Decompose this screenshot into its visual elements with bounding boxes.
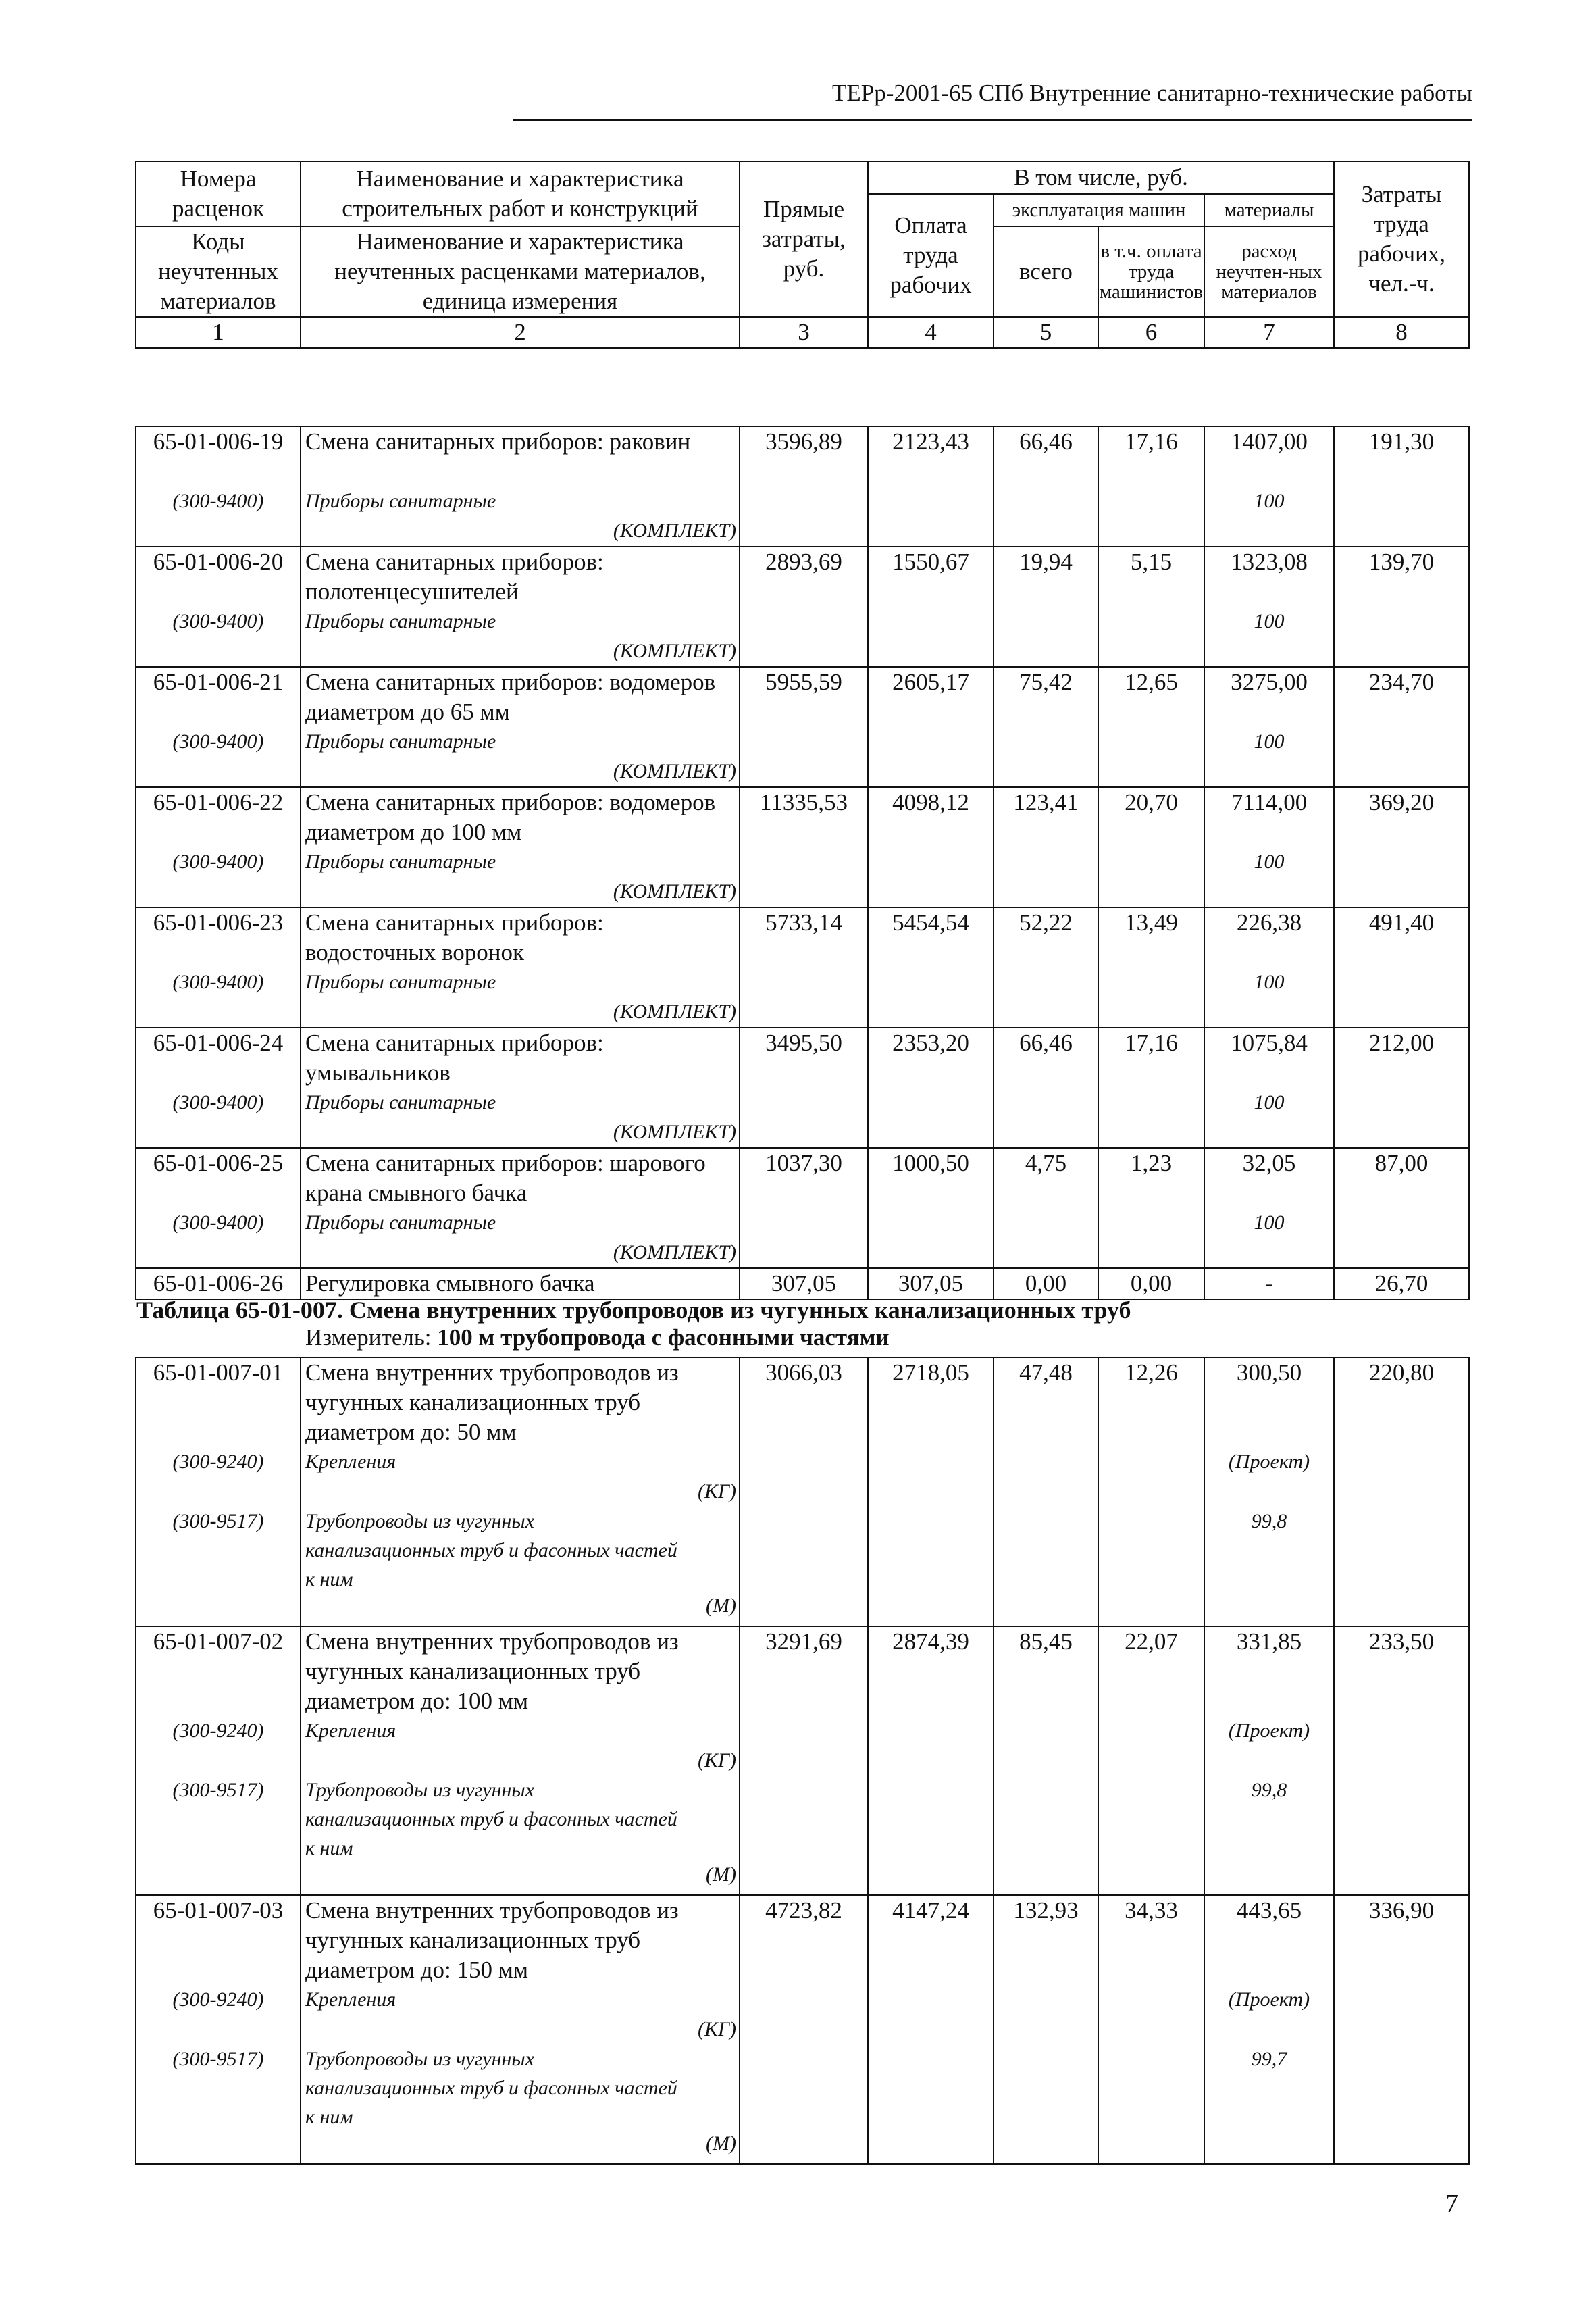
labor-cost: 2605,17 [868,667,994,787]
hdr-col7: расход неучтен-ных материалов [1204,226,1334,317]
direct-cost: 2893,69 [740,547,868,667]
material-qty: 100 [1254,730,1285,753]
material-name: Приборы санитарные [305,490,496,512]
material-qty-1: (Проект) [1228,1451,1310,1473]
material-unit: (КОМПЛЕКТ) [613,520,736,542]
operators-cost: 12,65 [1098,667,1204,787]
material-code-2: (300-9517) [172,1510,264,1532]
material-unit: (КОМПЛЕКТ) [613,760,736,782]
hdr-col2-top: Наименование и характеристика строительных работ и конструкций [301,161,740,226]
material-code-2: (300-9517) [172,1779,264,1801]
work-name-cell [301,1028,740,1148]
rate-code: 65-01-007-01 [153,1359,284,1386]
material-code-2: (300-9517) [172,2048,264,2070]
hdr-group: В том числе, руб. [868,161,1334,194]
rate-code-cell [136,426,301,547]
table-row [136,1268,1469,1299]
machines-cost: 132,93 [994,1895,1098,2164]
material-unit: (КОМПЛЕКТ) [613,1001,736,1023]
material-code: (300-9400) [172,971,264,993]
machines-cost: 85,45 [994,1626,1098,1895]
materials-cost: 1075,84 [1231,1030,1308,1056]
direct-cost: 3291,69 [740,1626,868,1895]
material-unit: (КОМПЛЕКТ) [613,1241,736,1263]
hdr-num-5: 5 [994,317,1098,348]
labor-cost: 2718,05 [868,1357,994,1626]
material-name-2: Трубопроводы из чугунных канализационных труб и фасонных частей к ним [305,2048,677,2128]
materials-cost: 300,50 [1236,1359,1302,1386]
labor-hours: 491,40 [1334,907,1469,1028]
materials-cost: 226,38 [1236,909,1302,936]
hdr-machines: эксплуатация машин [994,194,1204,226]
machines-value: 0,00 [994,1268,1098,1299]
rate-code-cell [136,547,301,667]
materials-cost: 443,65 [1236,1897,1302,1923]
hdr-num-3: 3 [740,317,868,348]
operators-cost: 22,07 [1098,1626,1204,1895]
material-code: (300-9400) [172,610,264,632]
rate-code-cell [136,1626,301,1895]
direct-value: 307,05 [740,1268,868,1299]
rate-code-cell [136,1148,301,1268]
rate-code-cell [136,667,301,787]
work-name: Смена санитарных приборов: водомеров диаметром до 100 мм [305,789,716,845]
materials-cell [1204,1626,1334,1895]
hdr-num-6: 6 [1098,317,1204,348]
material-name: Приборы санитарные [305,1091,496,1113]
materials-cell [1204,426,1334,547]
work-name: Смена внутренних трубопроводов из чугунных канализационных труб диаметром до: 150 мм [305,1897,679,1983]
material-unit-1: (КГ) [698,2018,736,2040]
material-name-2: Трубопроводы из чугунных канализационных труб и фасонных частей к ним [305,1779,677,1859]
rate-code-cell [136,1357,301,1626]
materials-cost: 331,85 [1236,1628,1302,1655]
rate-code: 65-01-006-24 [153,1030,284,1056]
labor-cost: 4098,12 [868,787,994,907]
table-row [136,907,1469,1028]
material-qty-2: 99,7 [1251,2048,1287,2070]
header-rule [513,119,1472,121]
table-row [136,1148,1469,1268]
work-name: Смена санитарных приборов: водомеров диаметром до 65 мм [305,669,716,725]
column-header-table [135,161,1470,349]
labor-hours: 87,00 [1334,1148,1469,1268]
material-unit: (КОМПЛЕКТ) [613,1121,736,1143]
hdr-num-1: 1 [136,317,301,348]
work-name: Смена санитарных приборов: шарового крана смывного бачка [305,1150,706,1206]
material-qty: 100 [1254,971,1285,993]
labor-cost: 2123,43 [868,426,994,547]
material-qty: 100 [1254,1091,1285,1113]
hdr-col1-bottom: Коды неучтенных материалов [136,226,301,317]
operators-cost: 13,49 [1098,907,1204,1028]
meter-label: Измеритель: [305,1324,432,1351]
work-name-cell [301,426,740,547]
machines-cost: 75,42 [994,667,1098,787]
work-name-cell [301,907,740,1028]
materials-value: - [1204,1268,1334,1299]
materials-cost: 3275,00 [1231,669,1308,695]
operators-cost: 1,23 [1098,1148,1204,1268]
material-qty: 100 [1254,490,1285,512]
labor-hours: 212,00 [1334,1028,1469,1148]
work-name-cell [301,1626,740,1895]
work-name-cell [301,547,740,667]
direct-cost: 3066,03 [740,1357,868,1626]
material-unit-2: (М) [706,2132,736,2155]
material-qty-1: (Проект) [1228,1988,1310,2011]
labor-cost: 2353,20 [868,1028,994,1148]
table-row [136,1895,1469,2164]
hdr-col3: Прямые затраты, руб. [740,161,868,317]
materials-cost: 1323,08 [1231,549,1308,575]
rates-table-006 [135,426,1470,1300]
table-row [136,667,1469,787]
rates-table-007 [135,1357,1470,2165]
material-name: Приборы санитарные [305,730,496,753]
operators-cost: 17,16 [1098,1028,1204,1148]
work-name-cell [301,1895,740,2164]
rate-code-cell [136,907,301,1028]
material-code: (300-9400) [172,851,264,873]
work-name: Смена санитарных приборов: раковин [305,428,691,455]
materials-cost: 32,05 [1242,1150,1296,1176]
direct-cost: 11335,53 [740,787,868,907]
material-unit-2: (М) [706,1594,736,1617]
labor-cost: 2874,39 [868,1626,994,1895]
rate-code: 65-01-006-21 [153,669,284,695]
direct-cost: 1037,30 [740,1148,868,1268]
operators-value: 0,00 [1098,1268,1204,1299]
material-name: Приборы санитарные [305,971,496,993]
hdr-col8: Затраты труда рабочих, чел.-ч. [1334,161,1469,317]
material-name-2: Трубопроводы из чугунных канализационных труб и фасонных частей к ним [305,1510,677,1590]
hdr-num-4: 4 [868,317,994,348]
material-qty-2: 99,8 [1251,1779,1287,1801]
direct-cost: 3596,89 [740,426,868,547]
table-007-meter [305,1324,890,1351]
materials-cell [1204,1895,1334,2164]
material-qty: 100 [1254,610,1285,632]
machines-cost: 123,41 [994,787,1098,907]
machines-cost: 47,48 [994,1357,1098,1626]
labor-cost: 4147,24 [868,1895,994,2164]
labor-cost: 1550,67 [868,547,994,667]
work-name: Регулировка смывного бачка [301,1268,740,1299]
materials-cell [1204,1148,1334,1268]
rate-code: 65-01-006-25 [153,1150,284,1176]
material-code: (300-9400) [172,1211,264,1234]
machines-cost: 66,46 [994,426,1098,547]
direct-cost: 5955,59 [740,667,868,787]
operators-cost: 20,70 [1098,787,1204,907]
labor-hours: 220,80 [1334,1357,1469,1626]
labor-hours: 139,70 [1334,547,1469,667]
operators-cost: 5,15 [1098,547,1204,667]
work-name: Смена внутренних трубопроводов из чугунных канализационных труб диаметром до: 100 мм [305,1628,679,1714]
direct-cost: 4723,82 [740,1895,868,2164]
machines-cost: 19,94 [994,547,1098,667]
operators-cost: 17,16 [1098,426,1204,547]
table-row [136,426,1469,547]
material-name-1: Крепления [305,1451,396,1473]
labor-value: 307,05 [868,1268,994,1299]
material-unit-1: (КГ) [698,1749,736,1771]
rate-code: 65-01-006-20 [153,549,284,575]
labor-hours: 233,50 [1334,1626,1469,1895]
material-code-1: (300-9240) [172,1451,264,1473]
materials-cost: 1407,00 [1231,428,1308,455]
rate-code-cell [136,1028,301,1148]
materials-cell [1204,667,1334,787]
machines-cost: 52,22 [994,907,1098,1028]
materials-cell [1204,1028,1334,1148]
table-row [136,1028,1469,1148]
materials-cell [1204,907,1334,1028]
material-code-1: (300-9240) [172,1988,264,2011]
operators-cost: 34,33 [1098,1895,1204,2164]
material-unit-2: (М) [706,1863,736,1886]
hdr-num-2: 2 [301,317,740,348]
rate-code: 65-01-006-26 [136,1268,301,1299]
material-qty: 100 [1254,851,1285,873]
rate-code-cell [136,787,301,907]
rate-code: 65-01-007-02 [153,1628,284,1655]
hdr-col5: всего [994,226,1098,317]
hdr-col2-bottom: Наименование и характеристика неучтенных расценками материалов, единица измерения [301,226,740,317]
labor-hours: 369,20 [1334,787,1469,907]
table-007-title: Таблица 65-01-007. Смена внутренних трубопроводов из чугунных канализационных труб [136,1297,1131,1324]
hdr-col4: Оплата труда рабочих [868,194,994,317]
hdr-col6: в т.ч. оплата труда машинистов [1098,226,1204,317]
material-unit: (КОМПЛЕКТ) [613,640,736,662]
material-code: (300-9400) [172,1091,264,1113]
materials-cell [1204,787,1334,907]
work-name: Смена санитарных приборов: умывальников [305,1030,604,1086]
rate-code: 65-01-006-19 [153,428,284,455]
rate-code: 65-01-007-03 [153,1897,284,1923]
materials-cell [1204,547,1334,667]
running-header: ТЕРр-2001-65 СПб Внутренние санитарно-технические работы [832,80,1472,106]
table-row [136,1626,1469,1895]
material-code: (300-9400) [172,730,264,753]
direct-cost: 5733,14 [740,907,868,1028]
rate-code: 65-01-006-23 [153,909,284,936]
material-name: Приборы санитарные [305,851,496,873]
machines-cost: 66,46 [994,1028,1098,1148]
material-code: (300-9400) [172,490,264,512]
work-name: Смена внутренних трубопроводов из чугунных канализационных труб диаметром до: 50 мм [305,1359,679,1445]
hdr-num-8: 8 [1334,317,1469,348]
work-name: Смена санитарных приборов: полотенцесушителей [305,549,604,605]
material-qty-1: (Проект) [1228,1719,1310,1742]
work-name-cell [301,787,740,907]
material-name-1: Крепления [305,1988,396,2011]
material-qty-2: 99,8 [1251,1510,1287,1532]
table-row [136,547,1469,667]
meter-value: 100 м трубопровода с фасонными частями [437,1324,890,1351]
direct-cost: 3495,50 [740,1028,868,1148]
material-unit-1: (КГ) [698,1480,736,1503]
material-name: Приборы санитарные [305,1211,496,1234]
labor-cost: 1000,50 [868,1148,994,1268]
rate-code: 65-01-006-22 [153,789,284,815]
labor-hours: 336,90 [1334,1895,1469,2164]
hdr-num-7: 7 [1204,317,1334,348]
hdr-materials: материалы [1204,194,1334,226]
hours-value: 26,70 [1334,1268,1469,1299]
work-name-cell [301,1357,740,1626]
materials-cost: 7114,00 [1231,789,1308,815]
page-number: 7 [1445,2190,1458,2218]
labor-hours: 191,30 [1334,426,1469,547]
work-name: Смена санитарных приборов: водосточных воронок [305,909,604,965]
table-row [136,1357,1469,1626]
material-name: Приборы санитарные [305,610,496,632]
operators-cost: 12,26 [1098,1357,1204,1626]
material-unit: (КОМПЛЕКТ) [613,880,736,903]
machines-cost: 4,75 [994,1148,1098,1268]
work-name-cell [301,1148,740,1268]
labor-hours: 234,70 [1334,667,1469,787]
table-row [136,787,1469,907]
labor-cost: 5454,54 [868,907,994,1028]
materials-cell [1204,1357,1334,1626]
material-code-1: (300-9240) [172,1719,264,1742]
work-name-cell [301,667,740,787]
material-qty: 100 [1254,1211,1285,1234]
rate-code-cell [136,1895,301,2164]
material-name-1: Крепления [305,1719,396,1742]
hdr-col1-top: Номера расценок [136,161,301,226]
